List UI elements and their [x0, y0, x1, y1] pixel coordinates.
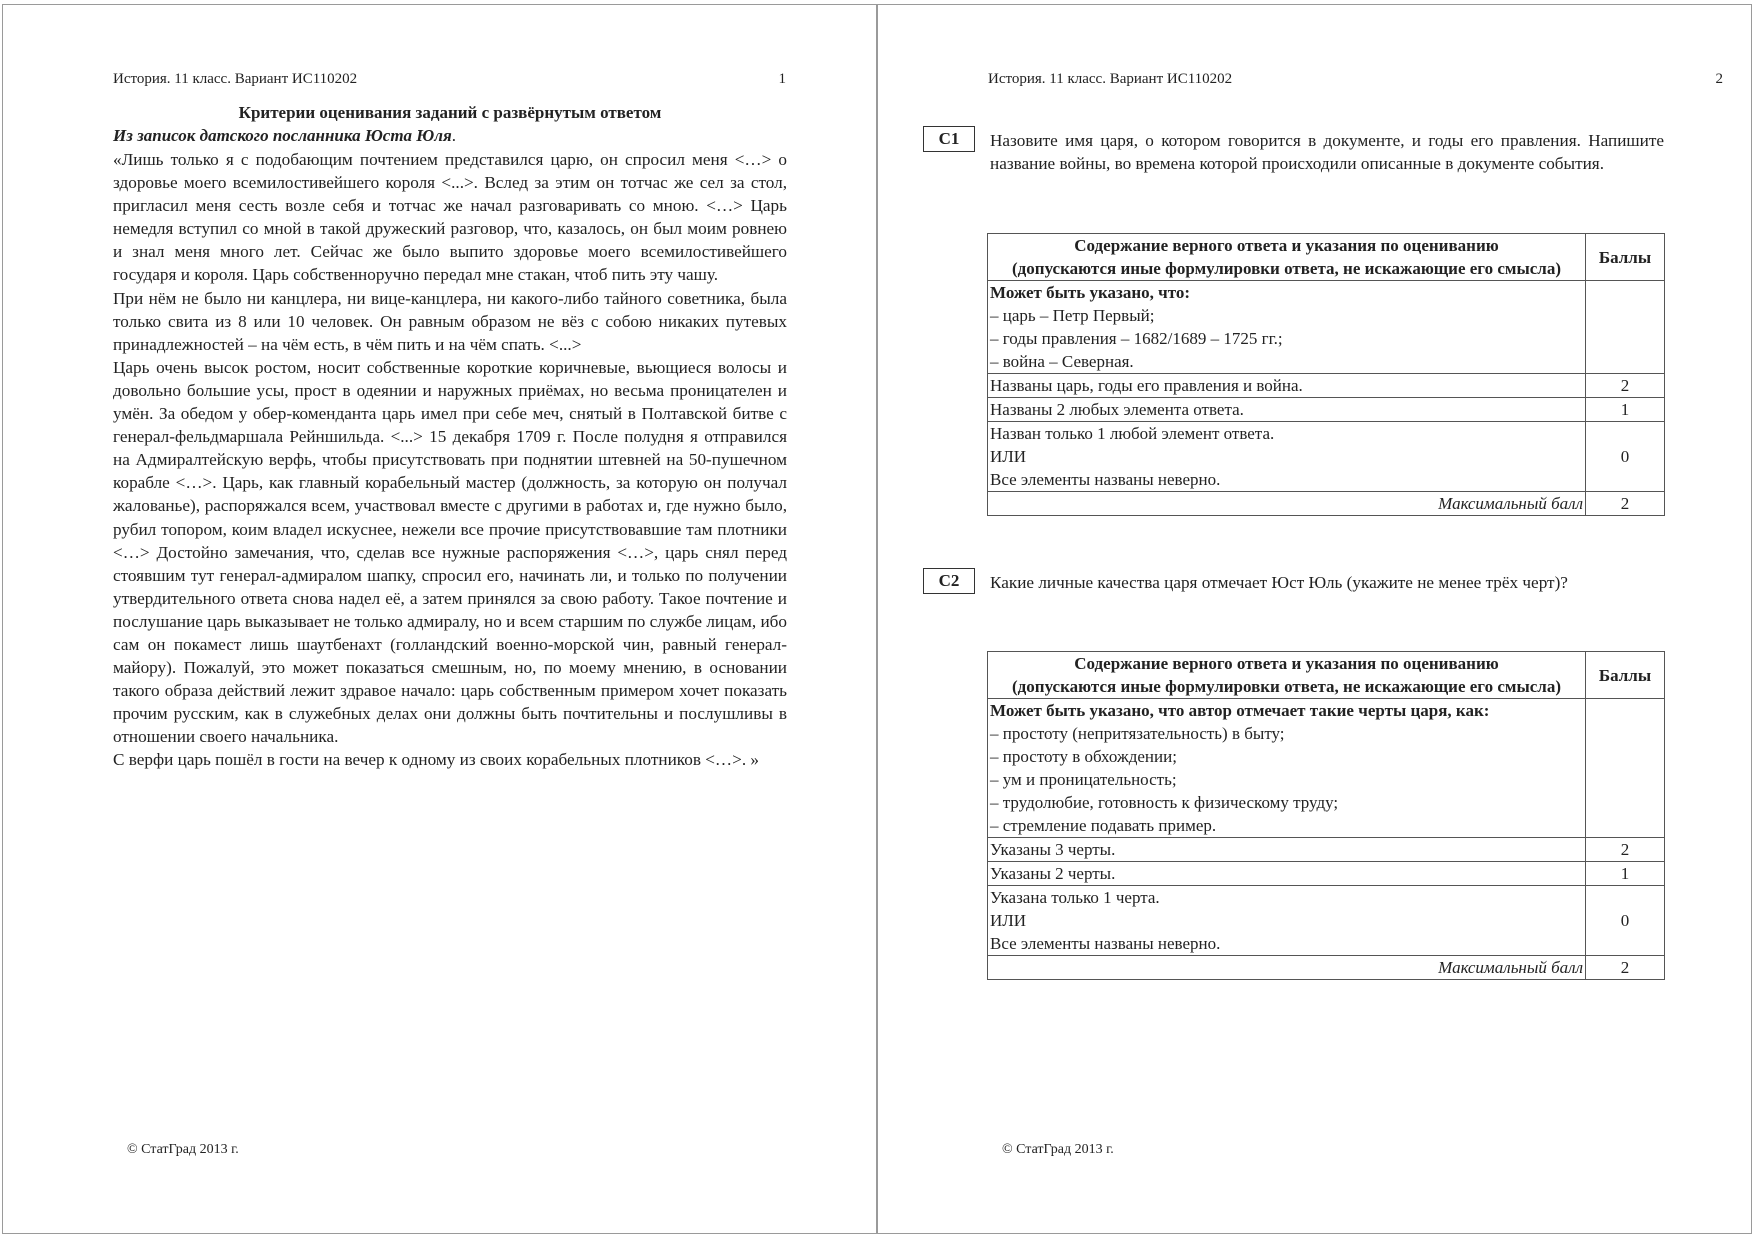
task-question-c1: Назовите имя царя, о котором говорится в документе, и годы его правления. Напишите название войны, во времена которой происходили описанные в документе события. [990, 131, 1664, 173]
page-footer: © СтатГрад 2013 г. [1002, 1142, 1114, 1157]
criterion-line: Все элементы названы неверно. [990, 470, 1221, 489]
answer-content [988, 281, 1586, 374]
page-header-title: История. 11 класс. Вариант ИС110202 [988, 71, 1233, 87]
empty-score-cell [1586, 699, 1665, 838]
answer-item: – годы правления – 1682/1689 – 1725 гг.; [990, 329, 1283, 348]
page-footer: © СтатГрад 2013 г. [127, 1142, 239, 1157]
table-row [988, 886, 1665, 956]
criteria-table-c1 [987, 233, 1665, 516]
criteria-heading: Критерии оценивания заданий с развёрнутым ответом [238, 103, 662, 122]
criterion-score: 2 [1586, 838, 1665, 862]
table-header-content [988, 652, 1586, 699]
criterion-score: 0 [1586, 886, 1665, 956]
source-subheading-dot: . [451, 126, 456, 145]
answer-item: – простоту (непритязательность) в быту; [990, 724, 1285, 743]
max-score-label: Максимальный балл [988, 956, 1586, 980]
source-paragraph: С верфи царь пошёл в гости на вечер к одному из своих корабельных плотников <…>. » [113, 750, 760, 770]
table-row [988, 398, 1665, 422]
answer-item: – царь – Петр Первый; [990, 306, 1155, 325]
document-page-1 [2, 4, 877, 1234]
answer-content [988, 699, 1586, 838]
criteria-table-c2 [987, 651, 1665, 980]
table-header-content [988, 234, 1586, 281]
empty-score-cell [1586, 281, 1665, 374]
table-header-bold: Содержание верного ответа и указания по оцениванию [1074, 654, 1499, 673]
answer-lead: Может быть указано, что автор отмечает такие черты царя, как: [990, 701, 1490, 720]
answer-item: – трудолюбие, готовность к физическому труду; [990, 793, 1339, 812]
source-paragraph: Царь очень высок ростом, носит собственные короткие коричневые, вьющиеся волосы и довольно большие усы, прост в одеянии и наружных приёмах, но весьма проницателен и умён. За обедом у обер-коменданта царь имел при себе меч, снятый в Полтавской битве с генерал-фельдмаршала Рейншильда. <...> 15 декабря 1709 г. После полудня я отправился на Адмиралтейскую верфь, чтобы присутствовать при поднятии штевней на 50-пушечном корабле <…>. Царь, как главный корабельный мастер (должность, за которую он получал жалованье), распоряжался всем, участвовал вместе с другими в работах и, где нужно было, рубил топором, коим владел искуснее, нежели все прочие присутствовавшие там плотники <…> Достойно замечания, что, сделав все нужные распоряжения <…>, царь снял перед стоявшим тут генерал-адмиралом шапку, спросил его, начинать ли, и только по получении утвердительного ответа снова надел её, а затем принялся за свою работу. Такое почтение и послушание царь выказывает не только адмиралу, но и всем старшим по службе лицам, ибо сам он покамест лишь шаутбенахт (голландский военно-морской чин, равный генерал-майору). Пожалуй, это может показаться смешным, но, по моему мнению, в основании такого образа действий лежит здравое начало: царь собственным примером хочет показать прочим русским, как в служебных делах они должны быть почтительны и послушливы в отношении своего начальника. [113, 357, 787, 747]
criterion-text: Названы царь, годы его правления и война. [988, 374, 1586, 398]
table-row [988, 281, 1665, 374]
max-score-value: 2 [1586, 956, 1665, 980]
criterion-text: Названы 2 любых элемента ответа. [988, 398, 1586, 422]
table-row [988, 422, 1665, 492]
page-header-title: История. 11 класс. Вариант ИС110202 [113, 71, 358, 87]
table-header-row [988, 234, 1665, 281]
page-number: 1 [778, 71, 786, 87]
table-header-score: Баллы [1586, 234, 1665, 281]
max-score-label: Максимальный балл [988, 492, 1586, 516]
criterion-line: ИЛИ [990, 911, 1027, 930]
table-row [988, 374, 1665, 398]
answer-item: – стремление подавать пример. [990, 816, 1217, 835]
table-row [988, 862, 1665, 886]
source-paragraph: При нём не было ни канцлера, ни вице-канцлера, ни какого-либо тайного советника, была только свита из 8 или 10 человек. Он равным образом не вёз с собою никаких путевых принадлежностей – на чём есть, в чём пить и на чём спать. <...> [113, 288, 787, 354]
task-question-c2: Какие личные качества царя отмечает Юст Юль (укажите не менее трёх черт)? [990, 573, 1568, 592]
task-label-c2: C2 [923, 568, 975, 594]
criterion-line: Все элементы названы неверно. [990, 934, 1221, 953]
table-row [988, 838, 1665, 862]
table-header-note: (допускаются иные формулировки ответа, не искажающие его смысла) [1012, 259, 1561, 278]
source-subheading-text: Из записок датского посланника Юста Юля [113, 126, 452, 145]
criterion-text-multi [988, 422, 1586, 492]
page-number: 2 [1715, 71, 1723, 87]
table-row [988, 699, 1665, 838]
source-paragraph: «Лишь только я с подобающим почтением представился царю, он спросил меня <…> о здоровье моего всемилостивейшего короля <...>. Вслед за этим он тотчас же сел за стол, пригласил меня сесть возле себя и тотчас же начал разговаривать со мною. <…> Царь немедля вступил со мной в такой дружеский разговор, что, казалось, он был моим ровнею и знал меня много лет. Сейчас же было выпито здоровье моего всемилостивейшего государя и короля. Царь собственноручно передал мне стакан, чтоб пить эту чашу. [113, 150, 787, 285]
max-score-value: 2 [1586, 492, 1665, 516]
answer-item: – простоту в обхождении; [990, 747, 1177, 766]
criterion-text: Указаны 2 черты. [988, 862, 1586, 886]
answer-lead: Может быть указано, что: [990, 283, 1191, 302]
criterion-text-multi [988, 886, 1586, 956]
max-score-row [988, 492, 1665, 516]
criterion-text: Указаны 3 черты. [988, 838, 1586, 862]
criterion-line: ИЛИ [990, 447, 1027, 466]
table-header-note: (допускаются иные формулировки ответа, не искажающие его смысла) [1012, 677, 1561, 696]
document-page-2 [877, 4, 1752, 1234]
criterion-line: Назван только 1 любой элемент ответа. [990, 424, 1275, 443]
source-subheading [113, 126, 787, 146]
criterion-score: 2 [1586, 374, 1665, 398]
criterion-score: 1 [1586, 862, 1665, 886]
criterion-score: 0 [1586, 422, 1665, 492]
table-header-row [988, 652, 1665, 699]
answer-item: – война – Северная. [990, 352, 1134, 371]
max-score-row [988, 956, 1665, 980]
task-label-c1: C1 [923, 126, 975, 152]
source-text [113, 148, 787, 772]
table-header-score: Баллы [1586, 652, 1665, 699]
criterion-line: Указана только 1 черта. [990, 888, 1160, 907]
answer-item: – ум и проницательность; [990, 770, 1177, 789]
table-header-bold: Содержание верного ответа и указания по оцениванию [1074, 236, 1499, 255]
criterion-score: 1 [1586, 398, 1665, 422]
